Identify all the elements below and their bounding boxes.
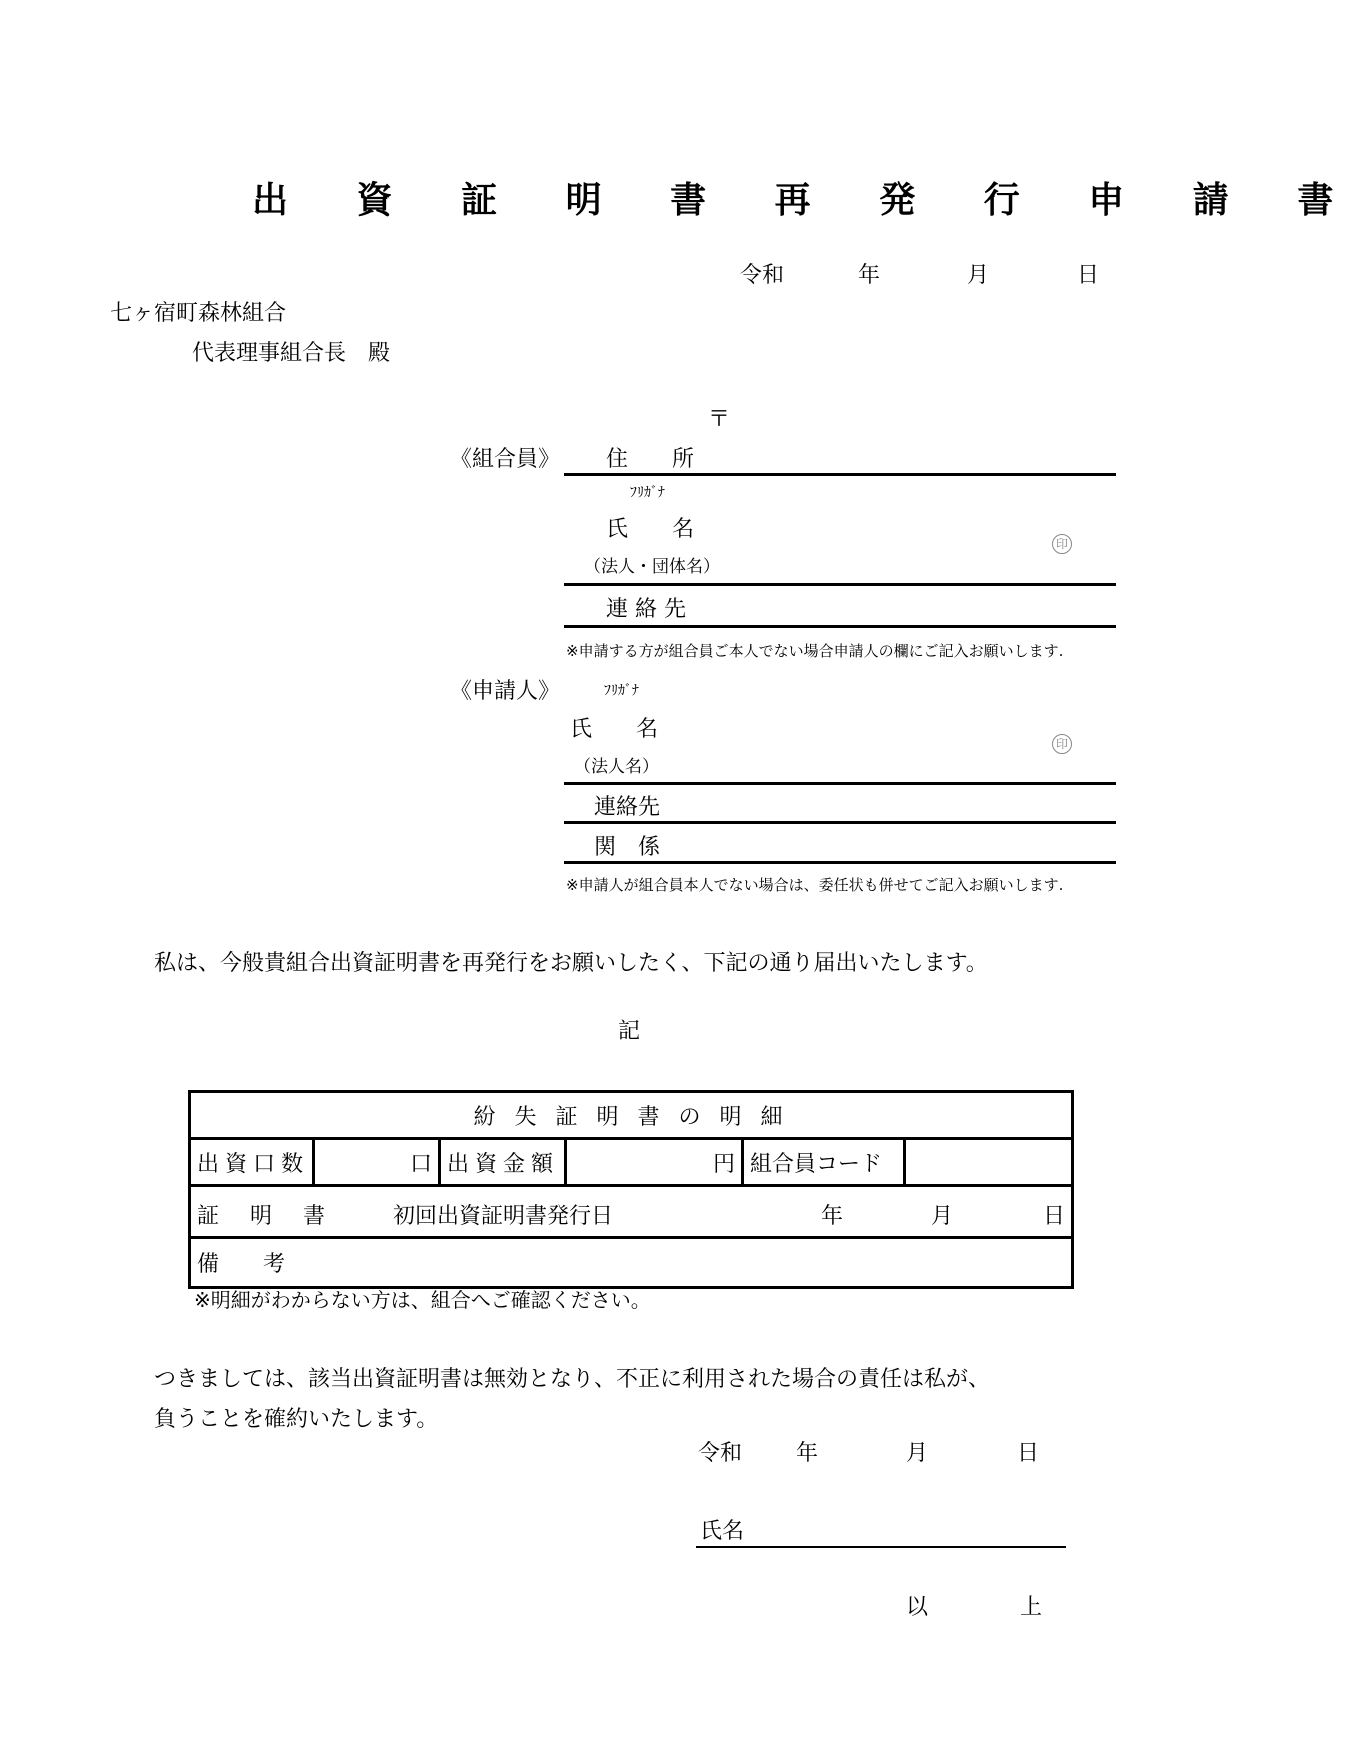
end-mark-jou: 上 [1020,1595,1043,1620]
table-header-label: 紛 失 証 明 書 の 明 細 [473,1104,789,1130]
table-note: ※明細がわからない方は、組合へご確認ください。 [194,1288,651,1312]
cert-day: 日 [1043,1204,1066,1229]
member-name-sub: （法人・団体名） [584,557,720,577]
member-name-label: 氏 名 [606,517,695,542]
cert-year: 年 [821,1204,844,1229]
table-header [190,1092,1073,1139]
applicant-name-sub: （法人名） [574,757,659,777]
closing-line-2: 負うことを確約いたします。 [154,1407,439,1432]
member-section-label: 《組合員》 [450,447,561,472]
units-label-cell [190,1139,314,1186]
applicant-relation-line[interactable] [564,861,1116,864]
date-year-top: 年 [858,263,881,288]
date-day-top: 日 [1077,263,1100,288]
signature-label: 氏名 [700,1519,745,1544]
units-value-cell[interactable] [314,1139,440,1186]
closing-line-1: つきましては、該当出資証明書は無効となり、不正に利用された場合の責任は私が、 [154,1367,991,1392]
units-label: 出資口数 [197,1151,310,1177]
statement-text: 私は、今般貴組合出資証明書を再発行をお願いしたく、下記の通り届出いたします。 [154,951,988,976]
member-contact-line[interactable] [564,625,1116,628]
date-era-top: 令和 [740,263,785,288]
date-era-bottom: 令和 [698,1441,743,1466]
member-furigana-label: ﾌﾘｶﾞﾅ [630,485,665,501]
remarks-label: 備 考 [197,1252,286,1277]
member-address-label: 住 所 [606,447,695,472]
code-label-cell [743,1139,905,1186]
amount-suffix: 円 [712,1151,735,1177]
first-issue-label: 初回出資証明書発行日 [393,1204,614,1229]
date-day-bottom: 日 [1017,1441,1040,1466]
member-seal-icon: 印 [1052,534,1072,554]
code-label: 組合員コード [750,1151,883,1177]
member-name-line[interactable] [564,583,1116,586]
addressee-org: 七ヶ宿町森林組合 [110,301,287,326]
applicant-name-label: 氏 名 [570,717,659,742]
member-address-line[interactable] [564,473,1116,476]
remarks-row[interactable] [190,1238,1073,1288]
ki-label: 記 [618,1019,641,1044]
date-month-top: 月 [967,263,990,288]
signature-line[interactable] [696,1546,1066,1548]
applicant-contact-label: 連絡先 [594,795,661,820]
certificate-row[interactable] [190,1186,1073,1238]
document-title: 出 資 証 明 書 再 発 行 申 請 書 [252,180,1361,221]
code-value-cell[interactable] [905,1139,1073,1186]
applicant-note: ※申請人が組合員本人でない場合は、委任状も併せてご記入お願いします. [566,876,1064,894]
applicant-seal-icon: 印 [1052,734,1072,754]
applicant-section-label: 《申請人》 [450,679,561,704]
postal-mark: 〒 [708,407,731,432]
cert-month: 月 [931,1204,954,1229]
amount-value-cell[interactable] [566,1139,743,1186]
applicant-contact-line[interactable] [564,821,1116,824]
end-mark-i: 以 [906,1595,929,1620]
member-note: ※申請する方が組合員ご本人でない場合申請人の欄にご記入お願いします. [566,642,1064,660]
units-suffix: 口 [409,1151,432,1177]
addressee-rep: 代表理事組合長 殿 [192,341,391,366]
amount-label-cell [440,1139,566,1186]
applicant-furigana-label: ﾌﾘｶﾞﾅ [604,683,639,699]
date-month-bottom: 月 [906,1441,929,1466]
date-year-bottom: 年 [796,1441,819,1466]
member-contact-label: 連 絡 先 [606,597,686,622]
lost-certificate-details-table [188,1090,1074,1289]
cert-label: 証 明 書 [197,1204,337,1229]
amount-label: 出資金額 [447,1151,560,1177]
applicant-relation-label: 関 係 [594,835,661,860]
applicant-name-line[interactable] [564,782,1116,785]
